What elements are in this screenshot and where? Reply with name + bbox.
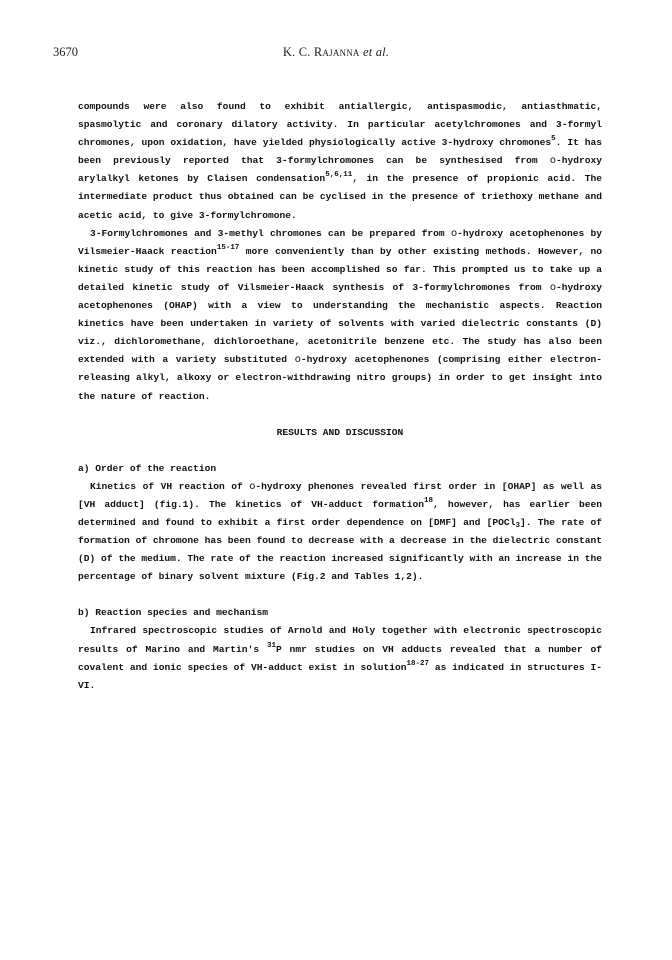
ortho-symbol: o	[450, 227, 458, 239]
superscript-ref: 5,6,11	[325, 171, 353, 180]
section-heading: RESULTS AND DISCUSSION	[276, 426, 404, 438]
paragraph-1	[78, 98, 602, 225]
ortho-symbol: o	[549, 281, 556, 293]
superscript-ref: 15-17	[216, 243, 240, 252]
subsection-heading-b: b) Reaction species and mechanism	[78, 607, 268, 619]
ortho-symbol: o	[249, 480, 256, 492]
running-head-etal: et al.	[362, 45, 390, 59]
article-body	[78, 98, 602, 695]
running-head	[53, 45, 619, 60]
text: , however, has earlier been determined and found to exhibit a first order dependence on [DMF] and [POCl	[78, 498, 602, 528]
page-number: 3670	[53, 45, 78, 59]
text: -hydroxy acetophenones (comprising either electron-releasing alkyl, alkoxy or electron-withdrawing nitro groups) in order to get insight into the nature of reaction.	[78, 354, 602, 402]
superscript-ref: 31	[266, 641, 276, 650]
text: , in the presence of propionic acid. The intermediate product thus obtained can be cyclised in the presence of triethoxy methane and acetic acid, to give 3-formylchromone.	[78, 173, 602, 221]
paragraph-4	[78, 622, 602, 694]
text: more conveniently than by other existing methods. However, no kinetic study of this reaction has been accomplished so far. This prompted us to take up a detailed kinetic study of Vilsmeier-Haack synthesis of 3-formylchromones from	[78, 245, 602, 293]
ortho-symbol: o	[294, 354, 301, 366]
text: Infrared spectroscopic studies of Arnold and Holy together with electronic spectroscopic results of Marino and Martin's	[78, 625, 602, 655]
text: Kinetics of VH reaction of	[90, 480, 250, 492]
paragraph-2	[78, 225, 602, 406]
subscript: 3	[515, 521, 520, 530]
subsection-heading-a: a) Order of the reaction	[78, 462, 217, 474]
text: 3-Formylchromones and 3-methyl chromones can be prepared from	[90, 227, 451, 239]
page-header	[53, 45, 619, 63]
text: -hydroxy acetophenones by Vilsmeier-Haack reaction	[78, 227, 602, 257]
text: . It has been previously reported that 3-formylchromones can be synthesised from	[78, 137, 602, 167]
superscript-ref: 18	[424, 496, 434, 505]
text: as indicated in structures I-VI.	[78, 661, 602, 691]
superscript-ref: 5	[551, 135, 556, 144]
text: -hydroxy phenones revealed first order in [OHAP] as well as [VH adduct] (fig.1). The kinetics of VH-adduct formation	[78, 480, 602, 510]
ortho-symbol: o	[549, 155, 556, 167]
text: -hydroxy acetophenones (OHAP) with a view to understanding the mechanistic aspects. Reaction kinetics have been undertaken in variety of solvents with varied dielectric constants (D) viz., dichloromethane, dichloroethane, acetonitrile benzene etc. The study has also been extended with a variety substituted	[78, 281, 602, 366]
text: P nmr studies on VH adducts revealed that a number of covalent and ionic species of VH-adduct exist in solution	[78, 643, 602, 673]
paragraph-3	[78, 478, 602, 587]
text: ]. The rate of formation of chromone has been found to decrease with a decrease in the dielectric constant (D) of the medium. The rate of the reaction increased significantly with an increase in the percentage of binary solvent mixture (Fig.2 and Tables 1,2).	[78, 516, 602, 583]
superscript-ref: 18-27	[406, 659, 430, 668]
text: compounds were also found to exhibit antiallergic, antispasmodic, antiasthmatic, spasmolytic and coronary dilatory activity. In particular acetylchromones and 3-formyl chromones, upon oxidation, have yielded physiologically active 3-hydroxy chromones	[78, 101, 602, 149]
running-head-authors: K. C. Rajanna	[282, 45, 360, 59]
text: -hydroxy arylalkyl ketones by Claisen condensation	[78, 155, 602, 185]
